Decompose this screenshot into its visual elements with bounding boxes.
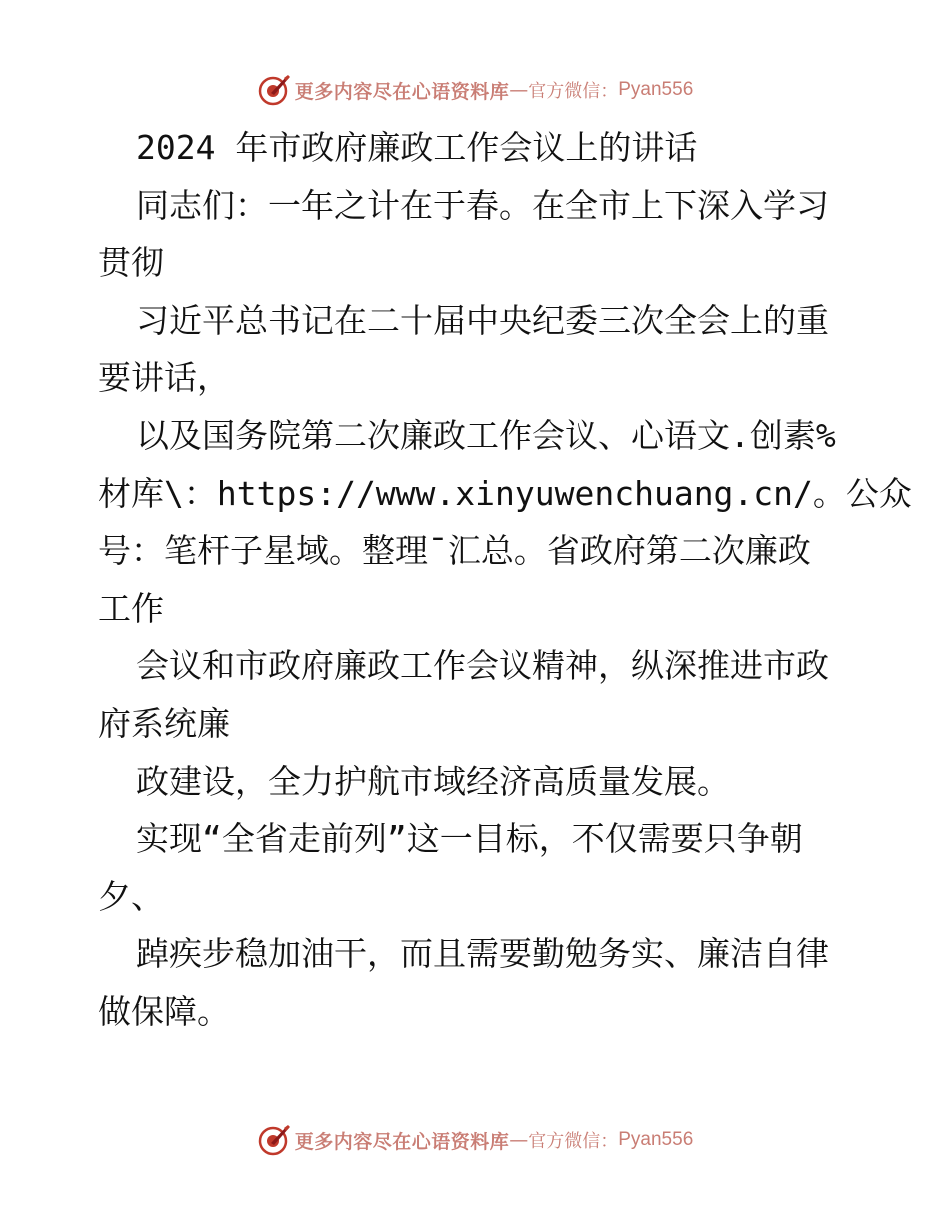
watermark-text: 更多内容尽在心语资料库: [294, 1130, 510, 1153]
paragraph-line: 习近平总书记在二十届中央纪委三次全会上的重: [136, 300, 829, 340]
quill-logo-icon: [257, 1123, 291, 1157]
paragraph-line: 夕、: [98, 876, 164, 916]
paragraph-line: 贯彻: [98, 243, 164, 283]
watermark-text: 更多内容尽在心语资料库: [294, 80, 510, 103]
document-title: 2024 年市政府廉政工作会议上的讲话: [136, 128, 698, 167]
paragraph-line: 以及国务院第二次廉政工作会议、心语文.创素%: [136, 415, 836, 455]
watermark-separator: —: [509, 79, 529, 101]
watermark-wechat-label: 官方微信：: [528, 81, 619, 102]
footer-watermark: [0, 1120, 950, 1160]
paragraph-line: 做保障。: [98, 991, 230, 1031]
document-body: [98, 119, 912, 1041]
watermark-separator: —: [509, 1129, 529, 1151]
paragraph-line: 踔疾步稳加油干，而且需要勤勉务实、廉洁自律: [136, 934, 829, 974]
paragraph-line: 工作: [98, 588, 164, 628]
paragraph-line: 要讲话，: [98, 358, 230, 398]
paragraph-line: 政建设，全力护航市域经济高质量发展。: [136, 761, 730, 801]
watermark-wechat-label: 官方微信：: [528, 1131, 619, 1152]
paragraph-line: 府系统廉: [98, 703, 230, 743]
paragraph-line: 同志们：一年之计在于春。在全市上下深入学习: [136, 185, 829, 225]
watermark-wechat-id: Pyan556: [618, 1129, 694, 1150]
header-watermark: [0, 70, 950, 110]
paragraph-line: 实现“全省走前列”这一目标，不仅需要只争朝: [136, 819, 803, 859]
paragraph-line: 会议和市政府廉政工作会议精神，纵深推进市政: [136, 646, 829, 686]
paragraph-line: 号：笔杆子星域。整理¯汇总。省政府第二次廉政: [98, 531, 811, 571]
paragraph-line: 材库\：https://www.xinyuwenchuang.cn/。公众: [98, 473, 912, 513]
watermark-wechat-id: Pyan556: [618, 79, 694, 100]
quill-logo-icon: [257, 73, 291, 107]
